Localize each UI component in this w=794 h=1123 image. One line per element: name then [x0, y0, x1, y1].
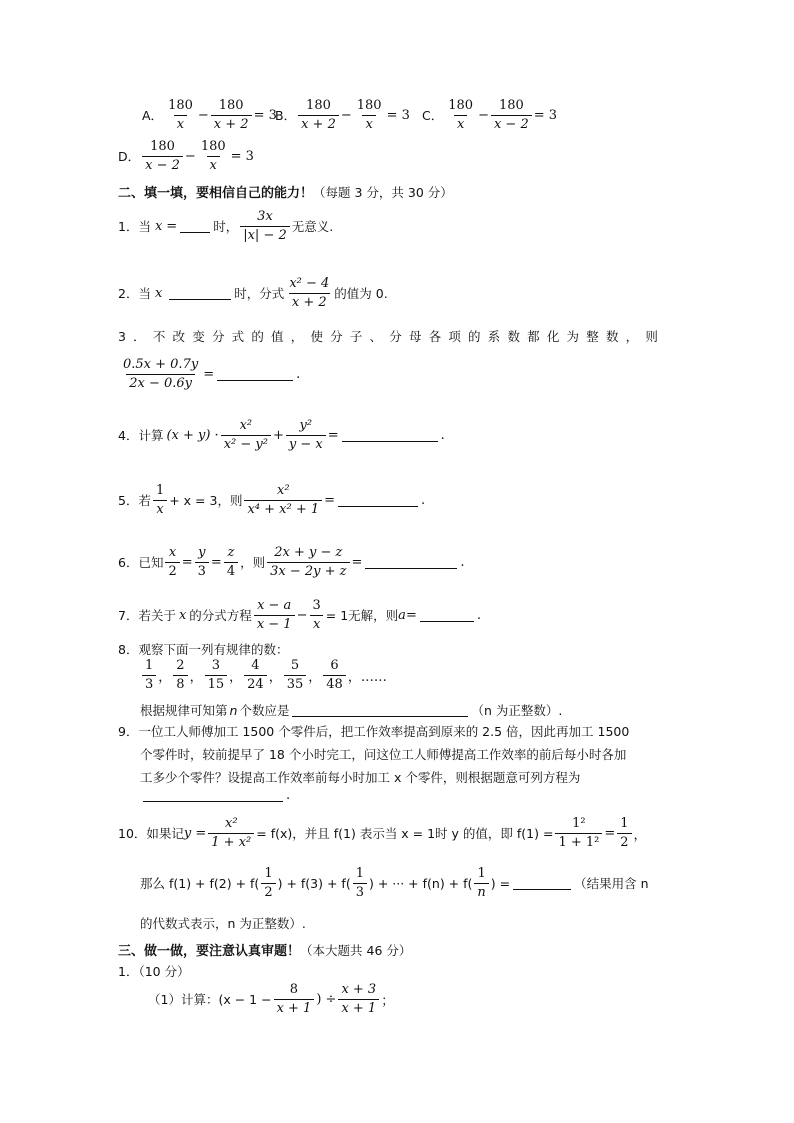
q10-sum: ) + f(3) + f(	[277, 875, 351, 891]
numerator: 180	[498, 98, 524, 113]
q10-sum: ) =	[490, 875, 511, 891]
question-3-line-2: $\frac{0.5x + 0.7y}{2x - 0.6y}$ = .	[118, 357, 300, 391]
numerator: 180	[306, 98, 331, 113]
fraction	[555, 816, 602, 850]
denominator: 35	[284, 675, 307, 693]
numerator: 3	[211, 658, 220, 673]
fraction	[286, 418, 326, 452]
fraction	[267, 545, 349, 579]
numerator: 1	[477, 866, 486, 881]
numerator: 6	[330, 658, 339, 673]
period: .	[476, 607, 481, 623]
numerator: 2	[176, 658, 185, 673]
q10-sum: 那么 f(1) + f(2) + f(	[140, 876, 260, 892]
fraction	[338, 982, 379, 1016]
denominator: x	[153, 500, 166, 518]
denominator: 1 + 1²	[555, 833, 602, 851]
q9-text: 9．一位工人师傅加工 1500 个零件后，把工作效率提高到原来的 2.5 倍，因此再加工 1500	[118, 724, 630, 739]
q9-text: 工多少个零件？设提高工作效率前每小时加工 x 个零件，则根据题意可列方程为	[140, 770, 581, 785]
question-10-line-2	[140, 866, 649, 900]
divide: ) ÷	[316, 991, 337, 1007]
numerator: x	[168, 545, 177, 560]
fraction	[153, 483, 167, 517]
denominator: x + 2	[298, 115, 339, 133]
q1-prefix: 1．当	[118, 219, 151, 235]
denominator: x − 2	[491, 115, 532, 133]
sequence-term	[244, 658, 267, 692]
numerator: 180	[150, 139, 175, 154]
numerator: x − a	[257, 598, 292, 613]
option-label: C．	[422, 108, 444, 124]
fraction	[491, 98, 532, 132]
denominator: x + 2	[289, 293, 330, 311]
fraction	[208, 816, 254, 850]
fraction	[274, 982, 315, 1016]
fraction	[353, 866, 367, 900]
sequence-term	[323, 658, 346, 692]
denominator: y − x	[286, 435, 326, 453]
numerator: 4	[251, 658, 260, 673]
fraction	[445, 98, 476, 132]
option-label: B．	[275, 108, 297, 124]
numerator: y	[198, 545, 206, 560]
question-5	[118, 483, 425, 517]
answer-blank[interactable]	[420, 609, 474, 622]
numerator: 1	[355, 866, 364, 881]
equals-three: = 3	[533, 107, 558, 123]
fraction	[474, 866, 488, 900]
question-9-line-3	[140, 768, 580, 786]
period: .	[286, 788, 291, 803]
question-8-title	[118, 640, 288, 658]
numerator: 2x + y − z	[274, 545, 343, 560]
numerator: z	[227, 545, 235, 560]
problem-1-head	[118, 962, 190, 980]
q7-mid: 的分式方程	[189, 608, 252, 624]
denominator: 3	[353, 883, 367, 901]
question-4	[118, 418, 445, 452]
question-9-line-1	[118, 722, 629, 740]
numerator: 180	[218, 98, 244, 113]
denominator: 48	[323, 675, 346, 693]
variable: x	[178, 607, 187, 623]
q10-text: 的代数式表示，n 为正整数）.	[140, 916, 306, 931]
denominator: x − 2	[142, 156, 183, 174]
equals: =	[405, 607, 417, 623]
denominator: x	[362, 115, 375, 133]
denominator: x	[174, 115, 187, 133]
period: .	[421, 492, 426, 508]
denominator: 3	[142, 675, 156, 693]
fraction	[120, 357, 201, 391]
variable: x	[154, 218, 163, 234]
fraction	[354, 98, 385, 132]
denominator: x + 2	[211, 115, 252, 133]
equals-three: = 3	[230, 148, 254, 164]
denominator: x² − y²	[221, 435, 271, 453]
numerator: x²	[277, 483, 290, 498]
q8-text: 根据规律可知第	[140, 703, 228, 718]
denominator: x	[207, 156, 220, 174]
fraction	[198, 139, 229, 173]
denominator: 3	[195, 562, 209, 580]
q1-suffix: 无意义.	[291, 219, 334, 235]
question-9-answer	[140, 788, 290, 803]
equals-three: = 3	[386, 107, 410, 123]
denominator: 2	[617, 833, 631, 851]
numerator: 180	[356, 98, 382, 113]
section-3-heading	[118, 940, 411, 959]
denominator: 3x − 2y + z	[267, 562, 349, 580]
fraction	[165, 545, 179, 579]
variable-a: a	[398, 607, 406, 623]
problem-label: 1．（10 分）	[118, 964, 190, 979]
fraction	[240, 209, 290, 243]
q2-prefix: 2．当	[118, 286, 151, 302]
question-10-line-1	[118, 816, 647, 850]
option-label: D．	[118, 149, 141, 165]
period: .	[460, 554, 465, 570]
denominator: 2	[261, 883, 275, 901]
numerator: 3x	[257, 209, 273, 224]
question-9-line-2	[140, 745, 626, 763]
q8-title: 8．观察下面一列有规律的数：	[118, 642, 289, 657]
plus: +	[272, 427, 284, 443]
numerator: 0.5x + 0.7y	[123, 357, 199, 372]
factor: (x + y) ·	[166, 427, 219, 443]
question-10-line-3	[140, 914, 306, 932]
problem-text: （1）计算：(x − 1 −	[148, 992, 272, 1008]
q10-definition: = f(x)，并且 f(1) 表示当 x = 1时 y 的值，即 f(1) =	[256, 826, 554, 842]
semicolon: ；	[381, 993, 395, 1009]
question-2	[118, 276, 388, 310]
fraction	[617, 816, 631, 850]
numerator: 1	[264, 866, 273, 881]
numerator: 180	[200, 139, 226, 154]
fraction	[142, 139, 183, 173]
q10-tail: （结果用含 n	[574, 876, 649, 892]
q3-text: 3．不改变分式的值，使分子、分母各项的系数都化为整数，则	[118, 329, 666, 344]
answer-blank[interactable]	[338, 494, 418, 507]
equals: =	[166, 218, 178, 234]
question-8-sequence: $\frac{1}{3}$ ， $\frac{2}{8}$ ， $\frac{3}{15}$ ， $\frac{4}{24}$ ， $\frac{5}{35}$ ， $\frac{6}{48}$ ，……	[140, 658, 387, 692]
numerator: 180	[448, 98, 474, 113]
question-3-line-1	[118, 327, 665, 345]
answer-blank[interactable]	[513, 877, 571, 890]
denominator: 1 + x²	[208, 833, 254, 851]
denominator: 2x − 0.6y	[126, 374, 195, 392]
fraction	[165, 98, 196, 132]
period: .	[296, 366, 301, 382]
numerator: 1	[155, 483, 165, 498]
minus: −	[296, 607, 308, 623]
numerator: 1	[620, 816, 629, 831]
denominator: |x| − 2	[240, 226, 290, 244]
numerator: 1	[145, 658, 154, 673]
denominator: 4	[224, 562, 238, 580]
numerator: x²	[225, 816, 238, 831]
section-title: 二、填一填，要相信自己的能力！	[118, 186, 314, 201]
denominator: x − 1	[254, 615, 295, 633]
q10-sum: ) + ··· + f(n) + f(	[368, 875, 473, 891]
option-d: D． $\frac{180}{x - 2}$ − $\frac{180}{x}$ = 3	[118, 139, 254, 173]
denominator: n	[474, 883, 488, 901]
denominator: x + 1	[338, 999, 379, 1017]
fraction	[211, 98, 252, 132]
numerator: x² − 4	[289, 276, 330, 291]
fraction	[195, 545, 209, 579]
option-a: A． $\frac{180}{x}$ − $\frac{180}{x + 2}$ = 3	[142, 98, 277, 132]
equals: =	[210, 554, 222, 570]
q6-mid: ，则	[240, 555, 266, 571]
answer-blank[interactable]	[180, 220, 210, 233]
variable-n: n	[229, 702, 238, 718]
q8-text-2: 个数应是	[239, 703, 290, 718]
equals: =	[604, 825, 616, 841]
q2-mid: 时，分式	[234, 286, 285, 302]
denominator: x	[454, 115, 467, 133]
denominator: x⁴ + x² + 1	[244, 500, 322, 518]
q4-prefix: 4．计算	[118, 428, 164, 444]
equals: =	[181, 554, 193, 570]
denominator: 8	[173, 675, 187, 693]
numerator: x²	[239, 418, 253, 433]
numerator: 8	[289, 982, 299, 997]
denominator: 15	[205, 675, 228, 693]
q2-suffix: 的值为 0.	[334, 286, 388, 302]
question-7	[118, 598, 481, 632]
denominator: 2	[165, 562, 179, 580]
period: .	[440, 427, 445, 443]
equals: =	[324, 492, 336, 508]
sequence-term	[284, 658, 307, 692]
fraction	[298, 98, 339, 132]
equals: =	[351, 554, 363, 570]
fraction	[286, 276, 332, 310]
fraction	[261, 866, 275, 900]
answer-blank[interactable]	[217, 368, 293, 381]
answer-blank[interactable]	[342, 429, 438, 442]
answer-blank[interactable]	[143, 789, 283, 802]
sequence-term	[173, 658, 187, 692]
q1-mid: 时，	[213, 219, 239, 235]
comma: ，	[633, 827, 647, 843]
numerator: 180	[168, 98, 193, 113]
q7-prefix: 7．若关于	[118, 608, 176, 624]
answer-blank[interactable]	[365, 556, 457, 569]
variable: x	[154, 285, 163, 301]
fraction	[254, 598, 295, 632]
answer-blank[interactable]	[292, 704, 468, 717]
equals: =	[327, 427, 339, 443]
q7-mid2: = 1无解，则	[325, 608, 399, 624]
q5-mid: + x = 3，则	[169, 493, 243, 509]
option-b: B． $\frac{180}{x + 2}$ − $\frac{180}{x}$ = 3	[275, 98, 410, 132]
option-label: A．	[142, 108, 164, 124]
denominator: x	[310, 615, 323, 633]
denominator: x + 1	[274, 999, 315, 1017]
question-6	[118, 545, 465, 579]
q5-prefix: 5．若	[118, 493, 151, 509]
numerator: y²	[299, 418, 313, 433]
question-8-answer	[140, 701, 562, 719]
section-2-heading	[118, 182, 453, 201]
ellipsis: ，……	[347, 669, 387, 685]
section-title: 三、做一做，要注意认真审题！	[118, 944, 301, 959]
q10-prefix: 10．如果记	[118, 826, 184, 842]
sequence-term	[142, 658, 156, 692]
section-note: （本大题共 46 分）	[300, 942, 412, 958]
q9-text: 个零件时，较前提早了 18 个小时完工，问这位工人师傅提高工作效率的前后每小时各加	[140, 747, 627, 762]
denominator: 24	[244, 675, 267, 693]
numerator: 1²	[572, 816, 586, 831]
fraction	[244, 483, 322, 517]
y-equals: y =	[183, 825, 207, 841]
option-c: C． $\frac{180}{x}$ − $\frac{180}{x - 2}$ = 3	[422, 98, 558, 132]
problem-1-sub	[148, 982, 394, 1016]
sequence-term	[205, 658, 228, 692]
numerator: x + 3	[341, 982, 377, 997]
q8-tail: （n 为正整数）.	[471, 703, 563, 718]
numerator: 5	[290, 658, 300, 673]
answer-blank[interactable]	[169, 287, 231, 300]
question-1	[118, 209, 333, 243]
numerator: 3	[312, 598, 321, 613]
section-note: （每题 3 分，共 30 分）	[313, 184, 453, 200]
q6-prefix: 6．已知	[118, 555, 164, 571]
fraction	[309, 598, 323, 632]
fraction	[224, 545, 238, 579]
fraction	[221, 418, 271, 452]
equals-three: = 3	[253, 107, 277, 123]
